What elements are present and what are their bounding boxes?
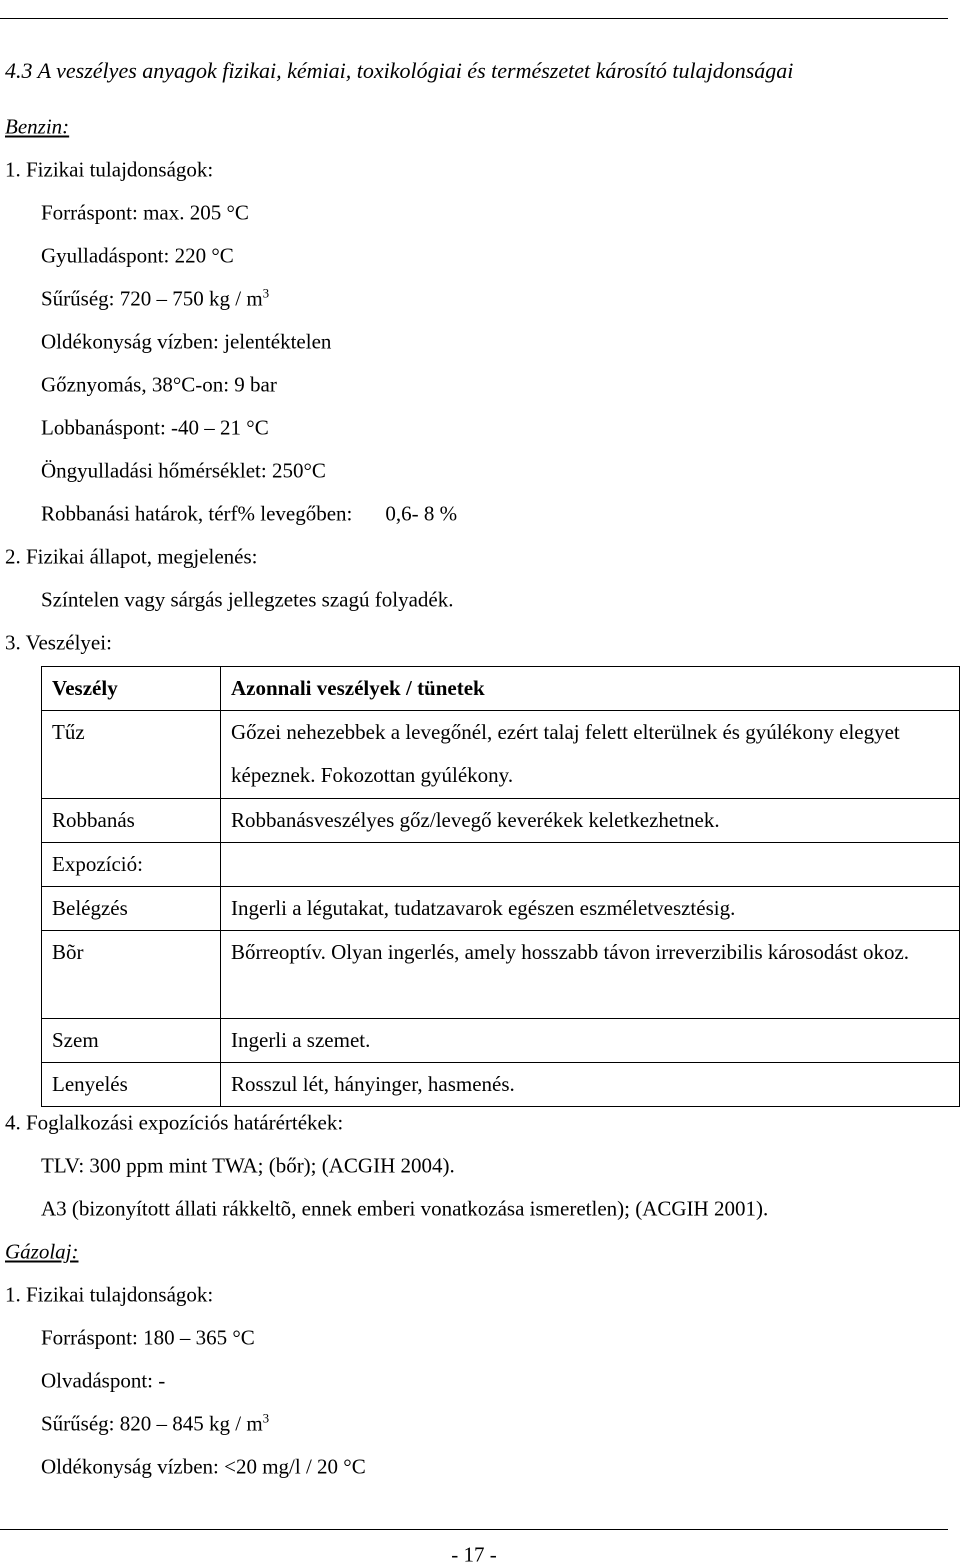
benzin-density-exp: 3 [262,285,270,301]
table-cell-hazard: Expozíció: [42,843,221,887]
table-cell-hazard: Bõr [42,931,221,1019]
table-row [42,887,960,931]
table-header-hazard: Veszély [42,667,221,711]
table-cell-desc: Ingerli a szemet. [221,1019,960,1063]
benzin-title: Benzin: [5,114,70,139]
benzin-vapor: Gőznyomás, 38°C-on: 9 bar [41,372,277,397]
gazolaj-physical-heading: 1. Fizikai tulajdonságok: [5,1282,214,1307]
table-cell-hazard: Robbanás [42,799,221,843]
table-cell-desc: Gőzei nehezebbek a levegőnél, ezért talaj felett elterülnek és gyúlékony elegyet képeznek. Fokozottan gyúlékony. [221,711,960,799]
benzin-boiling: Forráspont: max. 205 °C [41,200,249,225]
benzin-explosion-label: Robbanási határok, térf% levegőben: [41,501,353,526]
top-rule [0,18,948,19]
benzin-density-main: Sűrűség: 720 – 750 kg / m [41,286,263,311]
table-cell-desc [221,843,960,887]
benzin-density [41,285,270,311]
gazolaj-boiling: Forráspont: 180 – 365 °C [41,1325,255,1350]
benzin-a3: A3 (bizonyított állati rákkeltõ, ennek emberi vonatkozása ismeretlen); (ACGIH 2001). [41,1196,769,1221]
benzin-solubility: Oldékonyság vízben: jelentéktelen [41,329,332,354]
benzin-state-text: Színtelen vagy sárgás jellegzetes szagú folyadék. [41,587,454,612]
benzin-tlv: TLV: 300 ppm mint TWA; (bőr); (ACGIH 2004). [41,1153,455,1178]
table-row [42,799,960,843]
footer-rule [0,1529,948,1530]
section-heading: 4.3 A veszélyes anyagok fizikai, kémiai, toxikológiai és természetet károsító tulajdonságai [5,58,794,83]
benzin-hazards-heading: 3. Veszélyei: [5,630,112,655]
benzin-autoignition: Öngyulladási hőmérséklet: 250°C [41,458,326,483]
table-cell-desc: Ingerli a légutakat, tudatzavarok egészen eszméletvesztésig. [221,887,960,931]
table-row [42,1063,960,1107]
table-row [42,1019,960,1063]
benzin-limits-heading: 4. Foglalkozási expozíciós határértékek: [5,1110,344,1135]
gazolaj-melting: Olvadáspont: - [41,1368,166,1393]
gazolaj-title: Gázolaj: [5,1239,79,1264]
table-cell-hazard: Szem [42,1019,221,1063]
benzin-physical-heading: 1. Fizikai tulajdonságok: [5,157,214,182]
benzin-ignition: Gyulladáspont: 220 °C [41,243,234,268]
benzin-explosion-value: 0,6- 8 % [385,501,458,526]
benzin-flash: Lobbanáspont: -40 – 21 °C [41,415,269,440]
table-header-symptoms: Azonnali veszélyek / tünetek [221,667,960,711]
table-row [42,931,960,1019]
gazolaj-density-main: Sűrűség: 820 – 845 kg / m [41,1411,263,1436]
table-cell-desc: Robbanásveszélyes gőz/levegő keverékek keletkezhetnek. [221,799,960,843]
table-row [42,843,960,887]
table-row [42,711,960,799]
gazolaj-density [41,1410,270,1436]
table-cell-hazard: Belégzés [42,887,221,931]
table-cell-hazard: Lenyelés [42,1063,221,1107]
hazard-table [41,666,960,1107]
page-number: - 17 - [451,1542,497,1567]
gazolaj-solubility: Oldékonyság vízben: <20 mg/l / 20 °C [41,1454,366,1479]
table-cell-hazard: Tűz [42,711,221,799]
benzin-explosion [41,501,458,526]
gazolaj-density-exp: 3 [262,1410,270,1426]
table-cell-desc: Rosszul lét, hányinger, hasmenés. [221,1063,960,1107]
table-header-row [42,667,960,711]
table-cell-desc: Bőrreoptív. Olyan ingerlés, amely hosszabb távon irreverzibilis károsodást okoz. [221,931,960,1019]
benzin-state-heading: 2. Fizikai állapot, megjelenés: [5,544,258,569]
